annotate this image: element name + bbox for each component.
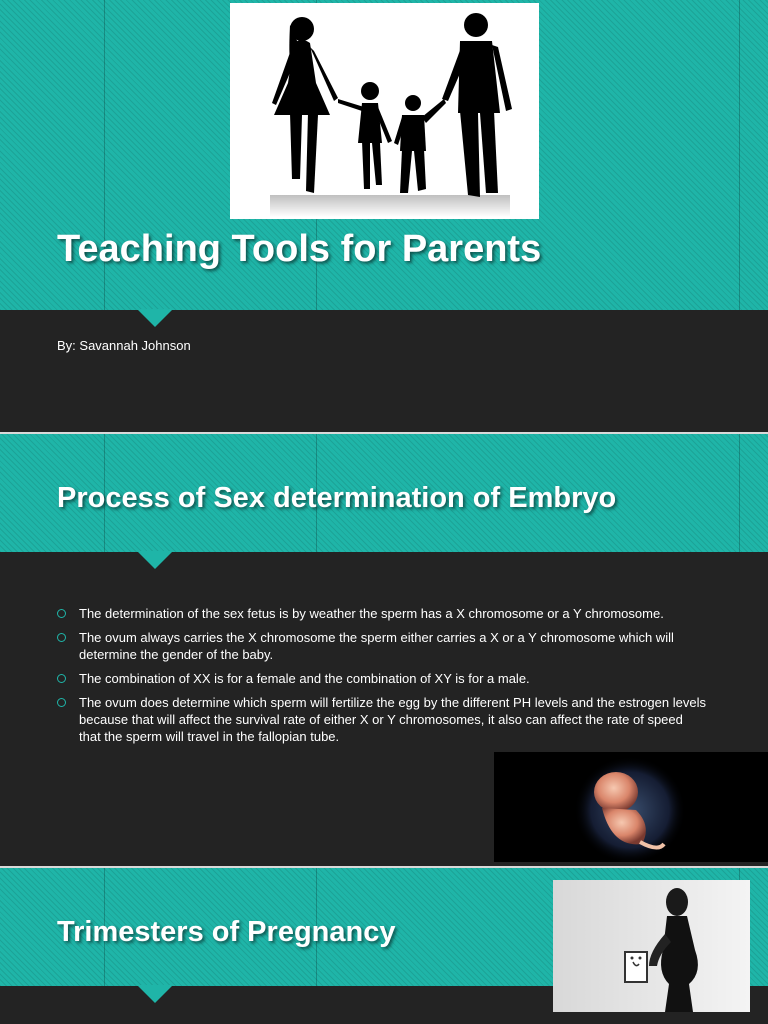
slide-3-title: Trimesters of Pregnancy (57, 916, 396, 948)
embryo-image (494, 752, 768, 862)
slide-1-subtitle: By: Savannah Johnson (57, 338, 191, 353)
bullet-item: The ovum always carries the X chromosome the sperm either carries a X or a Y chromosome which will determine the gender of the baby. (57, 629, 707, 663)
bullet-item: The determination of the sex fetus is by weather the sperm has a X chromosome or a Y chromosome. (57, 605, 707, 622)
bullet-list (57, 605, 707, 752)
slide-1-body (0, 310, 768, 432)
slide-2-notch (137, 551, 173, 569)
bullet-circle-icon (57, 698, 66, 707)
pregnant-woman-image (553, 880, 750, 1012)
bullet-circle-icon (57, 674, 66, 683)
pregnant-woman-icon (553, 880, 750, 1012)
slide-1 (0, 0, 768, 432)
slide-2-title: Process of Sex determination of Embryo (57, 482, 617, 514)
embryo-icon (494, 752, 768, 862)
slide-3-notch (137, 985, 173, 1003)
bullet-item: The ovum does determine which sperm will fertilize the egg by the different PH levels and the estrogen levels because that will affect the survival rate of either X or Y chromosomes, it also can affect the rate of speed that the sperm will travel in the fallopian tube. (57, 694, 707, 745)
bullet-circle-icon (57, 633, 66, 642)
bullet-item: The combination of XX is for a female and the combination of XY is for a male. (57, 670, 707, 687)
family-silhouette-image (230, 3, 539, 219)
slide-1-title: Teaching Tools for Parents (57, 228, 542, 270)
slide-1-notch (137, 309, 173, 327)
bullet-circle-icon (57, 609, 66, 618)
family-silhouette-icon (230, 3, 539, 219)
